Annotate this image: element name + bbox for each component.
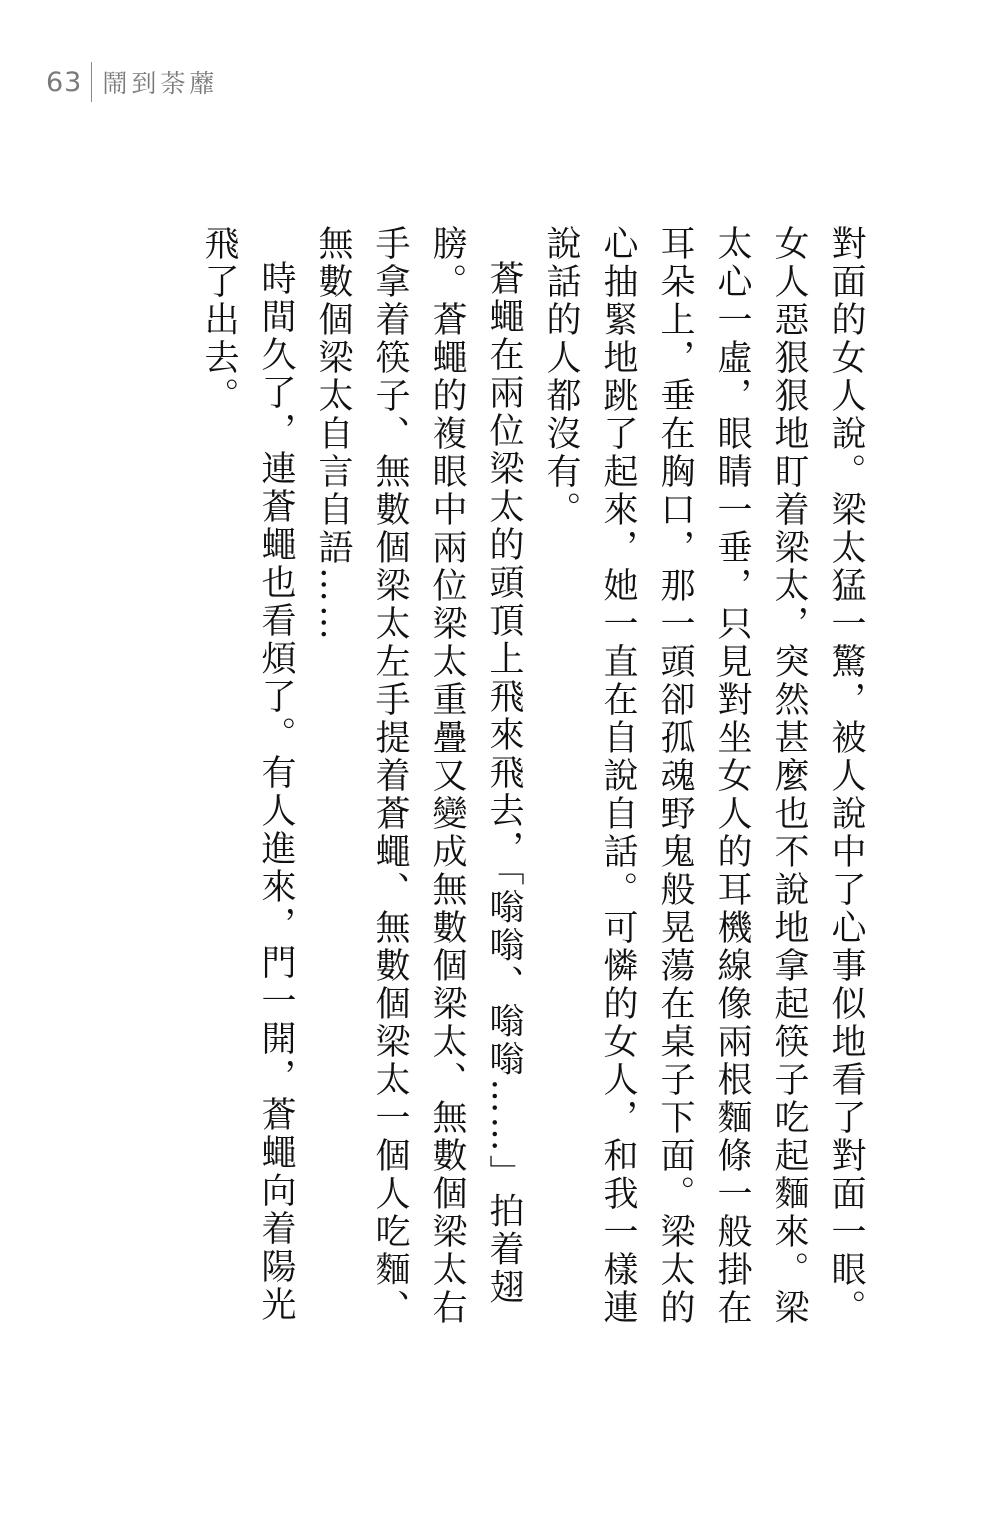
page-header (46, 60, 218, 104)
paragraph-3: 時間久了，連蒼蠅也看煩了。有人進來，門一開，蒼蠅向着陽光飛了出去。 (199, 225, 296, 1324)
paragraph-1: 對面的女人說。梁太猛一驚，被人說中了心事似地看了對面一眼。女人惡狠狠地盯着梁太，突然甚麼也不說地拿起筷子吃起麵來。梁太心一虛，眼睛一垂，只見對坐女人的耳機線像兩根麵條一般掛在耳朵上，垂在胸口，那一頭卻孤魂野鬼般晃蕩在桌子下面。梁太的心抽緊地跳了起來，她一直在自說自話。可憐的女人，和我一樣連說話的人都沒有。 (541, 225, 866, 1327)
page-number: 63 (46, 66, 83, 98)
body-text (190, 225, 874, 1355)
book-title: 鬧到荼蘼 (102, 69, 219, 98)
header-divider (91, 62, 92, 102)
paragraph-2: 蒼蠅在兩位梁太的頭頂上飛來飛去，「嗡嗡、嗡嗡……」拍着翅膀。蒼蠅的複眼中兩位梁太重疊又變成無數個梁太、無數個梁太右手拿着筷子、無數個梁太左手提着蒼蠅、無數個梁太一個人吃麵、無數個梁太自言自語…… (313, 225, 524, 1327)
